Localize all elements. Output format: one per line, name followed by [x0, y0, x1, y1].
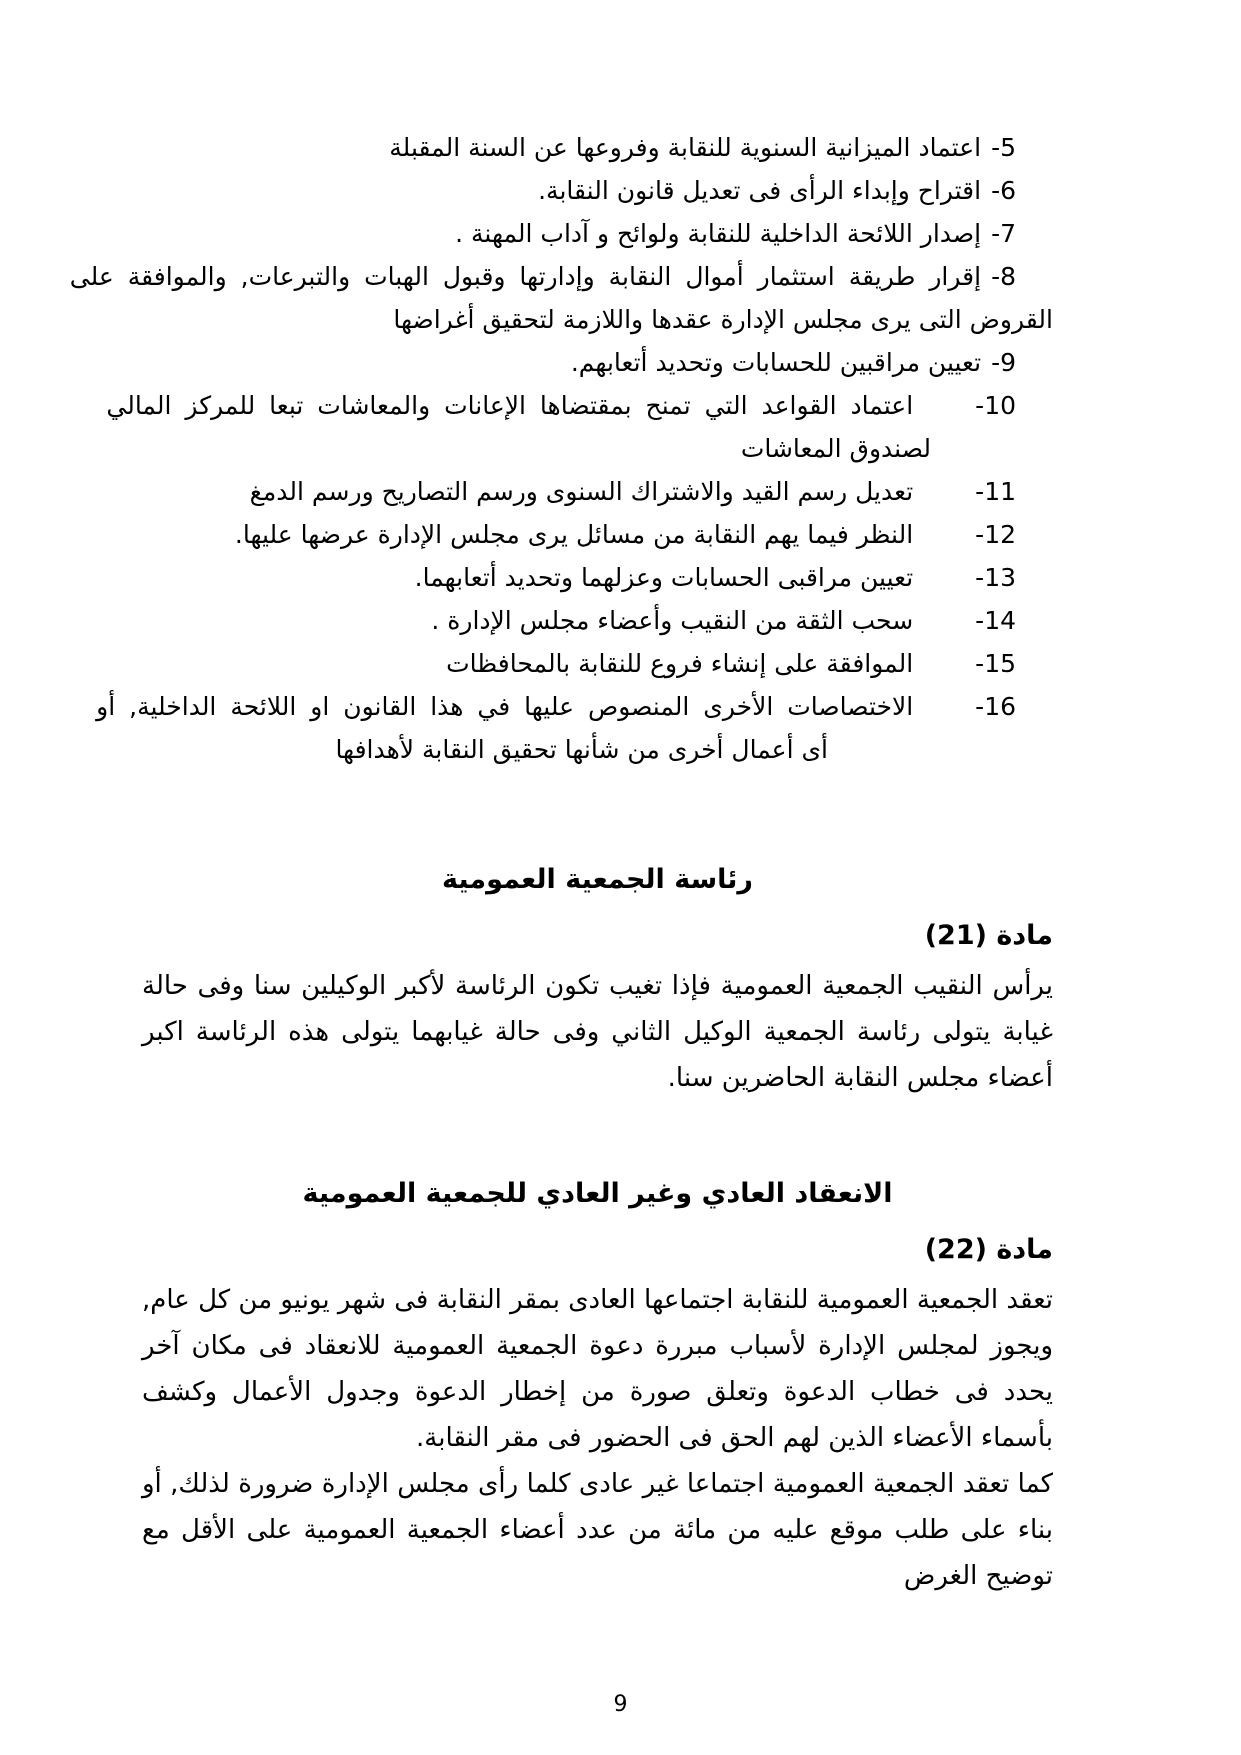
list-item-8-continuation [142, 298, 1053, 341]
item-number: 7- [991, 219, 1016, 248]
article-21-paragraph: يرأس النقيب الجمعية العمومية فإذا تغيب تكون الرئاسة لأكبر الوكيلين سنا وفى حالة غيابة يتولى رئاسة الجمعية الوكيل الثاني وفى حالة غيابهما يتولى هذه الرئاسة اكبر أعضاء مجلس النقابة الحاضرين سنا. [142, 971, 1053, 1093]
article-21-label: مادة (21) [924, 920, 1053, 951]
item-text: سحب الثقة من النقيب وأعضاء مجلس الإدارة . [431, 606, 914, 635]
item-number: 9- [991, 348, 1016, 377]
list-item-13 [142, 556, 1053, 599]
item-text: القروض التى يرى مجلس الإدارة عقدها واللازمة لتحقيق أغراضها [393, 305, 1053, 334]
list-item-16-continuation [142, 728, 1053, 771]
item-text: الموافقة على إنشاء فروع للنقابة بالمحافظات [446, 649, 914, 678]
list-item-14 [142, 599, 1053, 642]
item-number: 15- [975, 649, 1016, 678]
article-22-paragraph-1: تعقد الجمعية العمومية للنقابة اجتماعها العادى بمقر النقابة فى شهر يونيو من كل عام, ويجوز لمجلس الإدارة لأسباب مبررة دعوة الجمعية العمومية للانعقاد فى مكان آخر يحدد فى خطاب الدعوة وتعلق صورة من إخطار الدعوة وجدول الأعمال وكشف بأسماء الأعضاء الذين لهم الحق فى الحضور فى مقر النقابة. [142, 1285, 1053, 1453]
list-item-10 [106, 384, 1053, 427]
item-number: 8- [991, 262, 1016, 291]
item-text: اعتماد القواعد التي تمنح بمقتضاها الإعانات والمعاشات تبعا للمركز المالي [106, 391, 914, 420]
item-number: 14- [975, 606, 1016, 635]
item-number: 16- [975, 692, 1016, 721]
list-item-6 [142, 169, 1053, 212]
item-text: تعيين مراقبين للحسابات وتحديد أتعابهم. [570, 348, 982, 377]
item-text: النظر فيما يهم النقابة من مسائل يرى مجلس الإدارة عرضها عليها. [234, 520, 914, 549]
page-number: 9 [613, 1692, 628, 1717]
section-heading-general-assembly-presidency: رئاسة الجمعية العمومية [442, 864, 753, 895]
item-text: لصندوق المعاشات [740, 434, 931, 463]
item-text: تعديل رسم القيد والاشتراك السنوى ورسم التصاريح ورسم الدمغ [249, 477, 914, 506]
item-text: إقرار طريقة استثمار أموال النقابة وإدارتها وقبول الهبات والتبرعات, والموافقة على [69, 262, 982, 291]
list-item-15 [142, 642, 1053, 685]
item-number: 6- [991, 176, 1016, 205]
item-text: أى أعمال أخرى من شأنها تحقيق النقابة لأهدافها [335, 735, 828, 764]
item-number: 5- [991, 133, 1016, 162]
item-number: 11- [975, 477, 1016, 506]
list-item-7 [142, 212, 1053, 255]
item-text: الاختصاصات الأخرى المنصوص عليها في هذا القانون او اللائحة الداخلية, أو [96, 692, 914, 721]
list-item-9 [142, 341, 1053, 384]
item-text: إصدار اللائحة الداخلية للنقابة ولوائح و آداب المهنة . [455, 219, 982, 248]
list-item-11 [142, 470, 1053, 513]
item-text: اقتراح وإبداء الرأى فى تعديل قانون النقابة. [538, 176, 982, 205]
list-item-5 [142, 126, 1053, 169]
list-item-12 [142, 513, 1053, 556]
section-heading-ordinary-extraordinary-meetings: الانعقاد العادي وغير العادي للجمعية العمومية [302, 1178, 893, 1209]
item-number: 12- [975, 520, 1016, 549]
item-text: اعتماد الميزانية السنوية للنقابة وفروعها عن السنة المقبلة [389, 133, 982, 162]
numbered-list [69, 126, 1053, 771]
article-22-paragraph-2: كما تعقد الجمعية العمومية اجتماعا غير عادى كلما رأى مجلس الإدارة ضرورة لذلك, أو بناء على طلب موقع عليه من مائة من عدد أعضاء الجمعية العمومية على الأقل مع توضيح الغرض [142, 1469, 1053, 1591]
item-number: 10- [975, 391, 1016, 420]
list-item-16 [96, 685, 1053, 728]
item-number: 13- [975, 563, 1016, 592]
list-item-8 [69, 255, 1053, 298]
list-item-10-continuation [142, 427, 1053, 470]
article-22-label: مادة (22) [924, 1234, 1053, 1265]
item-text: تعيين مراقبى الحسابات وعزلهما وتحديد أتعابهما. [414, 563, 914, 592]
